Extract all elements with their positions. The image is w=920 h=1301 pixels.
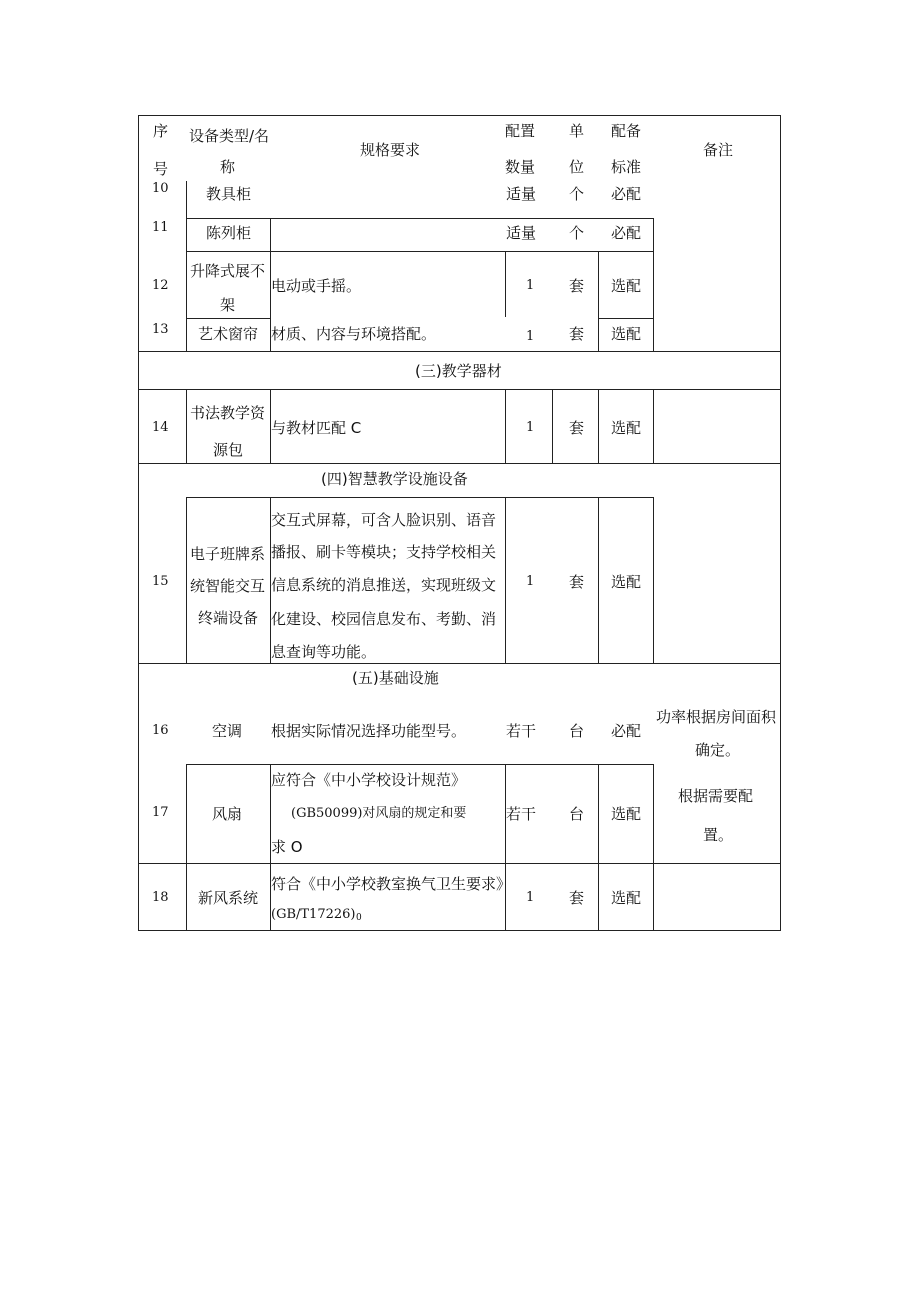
row-14-seq: 14	[152, 420, 169, 435]
row-18-name: 新风系统	[198, 889, 259, 907]
row-18-std: 选配	[611, 889, 642, 907]
row-15-qty-left	[505, 497, 506, 663]
row-12-seq: 12	[152, 278, 169, 293]
row-14-unit-left	[552, 389, 553, 464]
row-17-spec-line-1: 应符合《中小学校设计规范》	[271, 771, 467, 789]
header-qty-line-2: 数量	[505, 158, 536, 176]
row-11-seq: 11	[152, 220, 169, 235]
row-11-std: 必配	[611, 224, 642, 242]
section-4-bottom	[186, 497, 654, 498]
row-12-bottom-name	[186, 318, 271, 319]
row-10-qty: 适量	[506, 185, 537, 203]
row-15-spec-line-1: 交互式屏幕，可含人脸识别、语音	[271, 511, 497, 529]
row-16-note-line-1: 功率根据房间面积	[656, 708, 777, 726]
row-16-std: 必配	[611, 722, 642, 740]
section-title-teaching-equipment: (三)教学器材	[415, 362, 502, 380]
row-10-std: 必配	[611, 185, 642, 203]
row-15-spec-line-2: 播报、刷卡等模块；支持学校相关	[271, 543, 497, 561]
header-name-line-1: 设备类型/名	[189, 127, 270, 145]
row-14-std-left	[598, 389, 599, 464]
row-18-qty: 1	[526, 890, 535, 905]
row-12-name-line-2: 架	[220, 296, 236, 314]
col-qty-left-top	[505, 252, 506, 317]
row-12-spec: 电动或手摇。	[271, 277, 362, 295]
row-17-spec-line-2: (GB50099)对风扇的规定和要	[291, 806, 467, 821]
row-16-seq: 16	[152, 723, 169, 738]
row-12-std: 选配	[611, 277, 642, 295]
row-17-note-line-2: 置。	[703, 826, 734, 844]
row-17-name: 风扇	[212, 805, 243, 823]
row-14-name-line-2: 源包	[213, 441, 244, 459]
row-17-bottom	[138, 863, 781, 864]
row-17-spec-line-3: 求 O	[271, 838, 303, 856]
row-15-spec-line-5: 息查询等功能。	[271, 643, 377, 661]
row-18-unit: 套	[569, 889, 585, 907]
col-note-left-top	[653, 219, 654, 351]
row-15-note-left	[653, 497, 654, 663]
row-15-name-line-2: 统智能交互	[190, 577, 266, 595]
section-title-smart-teaching: (四)智慧教学设施设备	[321, 470, 468, 488]
row-12-name-line-1: 升降式展不	[190, 262, 266, 280]
row-11-qty: 适量	[506, 224, 537, 242]
row-10-seq: 10	[152, 181, 169, 196]
header-std-line-1: 配备	[611, 122, 642, 140]
header-seq-line-1: 序	[153, 122, 169, 140]
row-16-note-line-2: 确定。	[695, 741, 741, 759]
row-16-unit: 台	[569, 722, 585, 740]
row-15-seq: 15	[152, 574, 169, 589]
row-11-bottom	[186, 251, 654, 252]
row-14-qty: 1	[526, 420, 535, 435]
row-17-note-line-1: 根据需要配	[678, 787, 754, 805]
row-17-std-left	[598, 764, 599, 931]
row-18-seq: 18	[152, 890, 169, 905]
row-14-qty-left	[505, 389, 506, 464]
row-12-unit: 套	[569, 277, 585, 295]
header-unit-line-1: 单	[569, 122, 585, 140]
header-note: 备注	[703, 141, 734, 159]
row-13-spec: 材质、内容与环境搭配。	[271, 325, 437, 343]
row-13-qty: 1	[526, 329, 535, 344]
row-10-unit: 个	[569, 185, 585, 203]
table-border-top	[138, 115, 781, 116]
row-17-qty-left	[505, 764, 506, 931]
row-17-seq: 17	[152, 805, 169, 820]
row-14-spec: 与教材匹配 C	[271, 419, 362, 437]
table-border-left	[138, 115, 139, 931]
row-15-unit: 套	[569, 573, 585, 591]
row-14-name-left	[186, 389, 187, 464]
row-17-name-left	[186, 764, 187, 931]
row-15-bottom	[138, 663, 781, 664]
row-15-spec-line-3: 信息系统的消息推送，实现班级文	[271, 576, 497, 594]
row-16-name: 空调	[212, 722, 243, 740]
row-15-qty: 1	[526, 574, 535, 589]
section-4-top	[138, 463, 781, 464]
row-11-name: 陈列柜	[206, 224, 252, 242]
row-14-std: 选配	[611, 419, 642, 437]
header-spec: 规格要求	[360, 141, 421, 159]
table-border-right	[780, 115, 781, 931]
row-15-name-left	[186, 497, 187, 663]
row-17-top	[186, 764, 654, 765]
row-14-name-line-1: 书法教学资	[190, 404, 266, 422]
row-16-spec: 根据实际情况选择功能型号。	[271, 722, 467, 740]
row-12-qty: 1	[526, 278, 535, 293]
header-unit-line-2: 位	[569, 158, 585, 176]
table-border-bottom	[138, 930, 781, 931]
row-15-std: 选配	[611, 573, 642, 591]
row-13-std: 选配	[611, 325, 642, 343]
row-15-std-left	[598, 497, 599, 663]
row-17-unit: 台	[569, 805, 585, 823]
row-16-qty: 若干	[506, 722, 537, 740]
row-18-spec-subscript: 0	[356, 913, 362, 923]
row-14-unit: 套	[569, 419, 585, 437]
row-10-bottom	[186, 218, 654, 219]
section-3-bottom	[138, 389, 781, 390]
row-13-seq: 13	[152, 322, 169, 337]
header-std-line-2: 标准	[611, 158, 642, 176]
row-13-unit: 套	[569, 325, 585, 343]
col-name-left-top	[186, 181, 187, 351]
section-title-infrastructure: (五)基础设施	[352, 669, 439, 687]
header-name-line-2: 称	[220, 158, 236, 176]
section-3-top	[138, 351, 781, 352]
col-std-left-top	[598, 252, 599, 352]
row-15-spec-line-4: 化建设、校园信息发布、考勤、消	[271, 610, 497, 628]
row-18-spec-line-2: (GB/T17226)	[271, 907, 356, 922]
row-17-qty: 若干	[506, 805, 537, 823]
row-14-note-left	[653, 389, 654, 464]
row-15-name-line-3: 终端设备	[198, 609, 259, 627]
row-15-name-line-1: 电子班牌系	[190, 545, 266, 563]
header-seq-line-2: 号	[153, 160, 169, 178]
row-11-unit: 个	[569, 224, 585, 242]
row-12-bottom-std	[598, 318, 654, 319]
row-10-name: 教具柜	[206, 185, 252, 203]
row-18-note-left	[653, 863, 654, 931]
header-qty-line-1: 配置	[505, 122, 536, 140]
row-18-spec-line-1: 符合《中小学校教室换气卫生要求》	[271, 875, 512, 893]
row-13-name: 艺术窗帘	[198, 325, 259, 343]
row-17-std: 选配	[611, 805, 642, 823]
